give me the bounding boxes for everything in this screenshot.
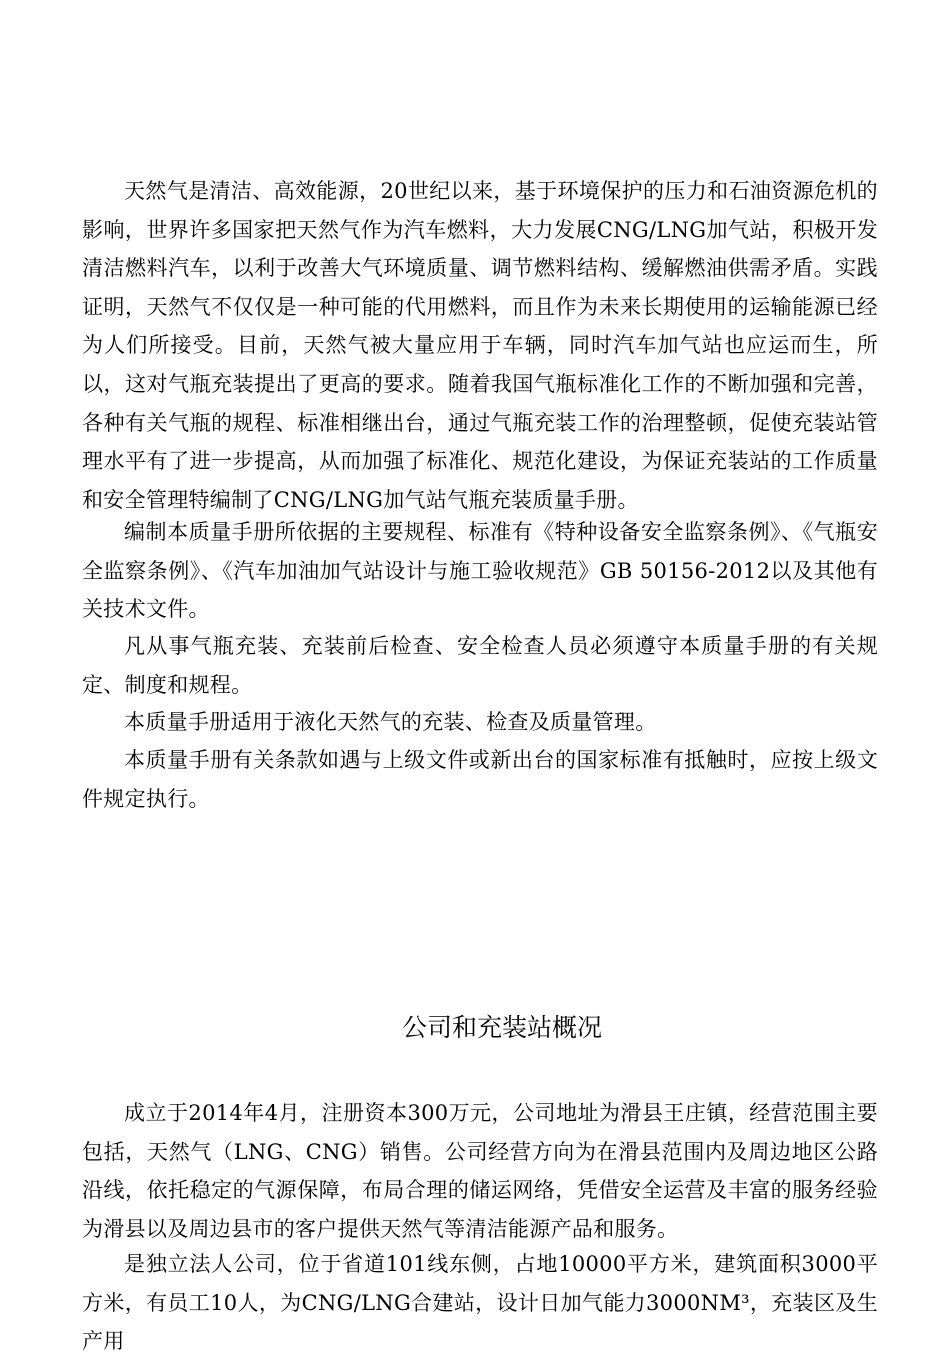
intro-paragraph-2: 编制本质量手册所依据的主要规程、标准有《特种设备安全监察条例》、《气瓶安全监察条例》、《汽车加油加气站设计与施工验收规范》GB 50156-2012以及其他有关技术文件。 [82, 520, 878, 622]
intro-paragraph-5: 本质量手册有关条款如遇与上级文件或新出台的国家标准有抵触时，应按上级文件规定执行。 [82, 748, 878, 811]
section-heading: 公司和充装站概况 [401, 1013, 602, 1042]
overview-paragraph-1: 成立于2014年4月，注册资本300万元，公司地址为滑县王庄镇，经营范围主要包括，天然气（LNG、CNG）销售。公司经营方向为在滑县范围内及周边地区公路沿线，依托稳定的气源保障，布局合理的储运网络，凭借安全运营及丰富的服务经验为滑县以及周边县市的客户提供天然气等清洁能源产品和服务。 [82, 1101, 878, 1241]
intro-paragraph-4: 本质量手册适用于液化天然气的充装、检查及质量管理。 [124, 710, 657, 734]
intro-paragraph-3: 凡从事气瓶充装、充装前后检查、安全检查人员必须遵守本质量手册的有关规定、制度和规程。 [82, 634, 878, 697]
intro-paragraph-1: 天然气是清洁、高效能源，20世纪以来，基于环境保护的压力和石油资源危机的影响，世界许多国家把天然气作为汽车燃料，大力发展CNG/LNG加气站，积极开发清洁燃料汽车，以利于改善大气环境质量、调节燃料结构、缓解燃油供需矛盾。实践证明，天然气不仅仅是一种可能的代用燃料，而且作为未来长期使用的运输能源已经为人们所接受。目前，天然气被大量应用于车辆，同时汽车加气站也应运而生，所以，这对气瓶充装提出了更高的要求。随着我国气瓶标准化工作的不断加强和完善，各种有关气瓶的规程、标准相继出台，通过气瓶充装工作的治理整顿，促使充装站管理水平有了进一步提高，从而加强了标准化、规范化建设，为保证充装站的工作质量和安全管理特编制了CNG/LNG加气站气瓶充装质量手册。 [82, 179, 878, 512]
overview-paragraph-2: 是独立法人公司，位于省道101线东侧，占地10000平方米，建筑面积3000平方米，有员工10人，为CNG/LNG合建站，设计日加气能力3000NM³，充装区及生产用 [82, 1252, 878, 1354]
